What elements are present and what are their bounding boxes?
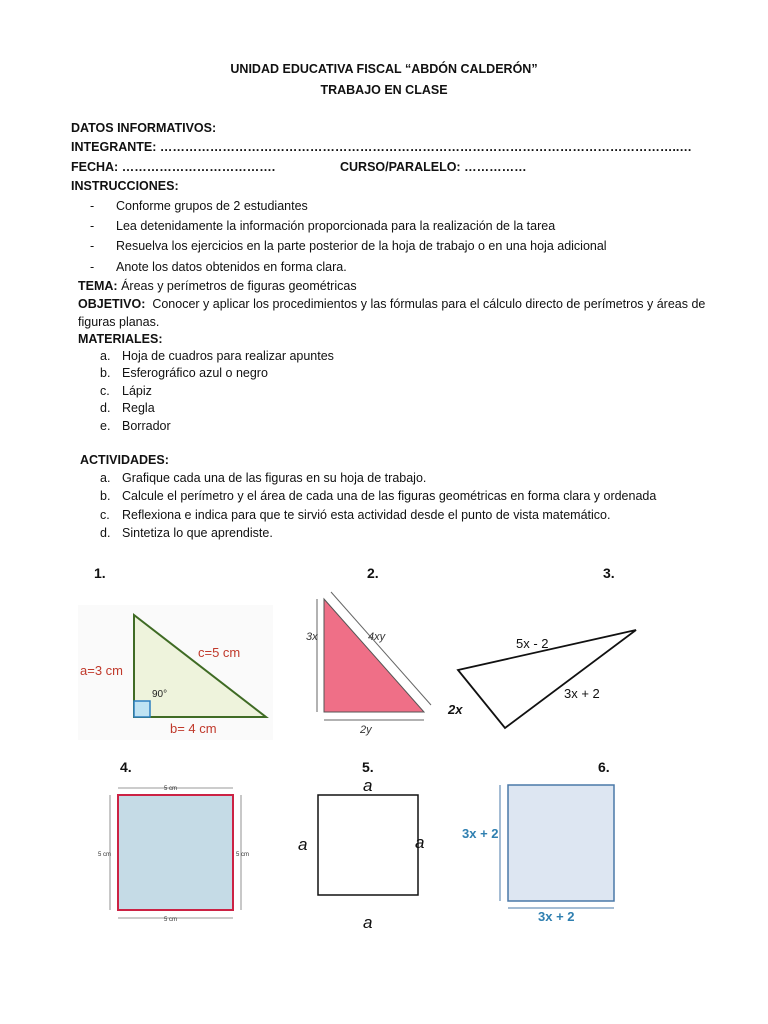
curso-field: CURSO/PARALELO: ……………	[340, 160, 527, 174]
fig4-top-label: 5 cm	[164, 786, 178, 792]
document-subtitle: TRABAJO EN CLASE	[320, 83, 448, 97]
fig2-side-4xy-label: 4xy	[368, 631, 386, 643]
fig5-bottom-label: a	[363, 913, 373, 932]
list-item: c. Lápiz	[100, 384, 152, 398]
figure-6-square	[458, 778, 628, 928]
tema-line: TEMA: Áreas y perímetros de figuras geométricas	[78, 279, 357, 293]
fig5-left-label: a	[298, 835, 308, 854]
fig4-bottom-label: 5 cm	[164, 917, 178, 923]
fig1-side-b-label: b= 4 cm	[170, 721, 217, 736]
fig1-side-a-label: a=3 cm	[80, 663, 123, 678]
figure-4-square	[98, 780, 258, 930]
list-item: a. Grafique cada una de las figuras en su hoja de trabajo.	[100, 471, 427, 485]
figure-3-scalene-triangle	[440, 618, 645, 733]
list-item: - Resuelva los ejercicios en la parte posterior de la hoja de trabajo o en una hoja adicional	[90, 239, 607, 253]
right-angle-marker	[134, 701, 150, 717]
list-item: e. Borrador	[100, 419, 171, 433]
list-item: - Anote los datos obtenidos en forma clara.	[90, 260, 347, 274]
actividades-heading: ACTIVIDADES:	[80, 453, 169, 467]
fig2-side-3x-label: 3x	[306, 631, 318, 643]
objetivo-line: OBJETIVO: Conocer y aplicar los procedimientos y las fórmulas para el cálculo directo de perímetros y áreas de	[78, 297, 706, 311]
list-item: b. Esferográfico azul o negro	[100, 366, 268, 380]
fig2-side-2y-label: 2y	[360, 724, 372, 736]
figure-number-4: 4.	[120, 759, 132, 775]
figure-1-right-triangle	[78, 605, 273, 740]
figure-number-6: 6.	[598, 759, 610, 775]
fig3-right-label: 3x + 2	[564, 686, 600, 701]
list-item: a. Hoja de cuadros para realizar apuntes	[100, 349, 334, 363]
fig6-left-label: 3x + 2	[462, 826, 499, 841]
fig1-side-c-label: c=5 cm	[198, 645, 241, 660]
fig5-top-label: a	[363, 776, 373, 795]
fig3-top-label: 5x - 2	[516, 636, 549, 651]
fig3-left-label: 2x	[448, 702, 463, 717]
figure-2-triangle-shape	[324, 599, 424, 712]
objetivo-line-2: figuras planas.	[78, 315, 160, 329]
list-item: b. Calcule el perímetro y el área de cada una de las figuras geométricas en forma clara y ordenada	[100, 489, 657, 503]
list-item: c. Reflexiona e indica para que te sirvió esta actividad desde el punto de vista matemático.	[100, 508, 611, 522]
materiales-heading: MATERIALES:	[78, 332, 163, 346]
integrante-field: INTEGRANTE: ……………………………………………………………………………………………………………..…	[71, 140, 692, 154]
figure-number-5: 5.	[362, 759, 374, 775]
list-item: - Conforme grupos de 2 estudiantes	[90, 199, 308, 213]
figure-4-square-shape	[118, 795, 233, 910]
figure-5-square-shape	[318, 795, 418, 895]
list-item: d. Regla	[100, 401, 155, 415]
school-title: UNIDAD EDUCATIVA FISCAL “ABDÓN CALDERÓN”	[230, 62, 538, 76]
figure-5-square	[292, 775, 442, 935]
figure-number-3: 3.	[603, 565, 615, 581]
datos-heading: DATOS INFORMATIVOS:	[71, 121, 217, 135]
figure-6-square-shape	[508, 785, 614, 901]
fig4-right-label: 5 cm	[236, 852, 250, 858]
list-item: d. Sintetiza lo que aprendiste.	[100, 526, 273, 540]
figure-number-1: 1.	[94, 565, 106, 581]
fig1-angle-label: 90°	[152, 689, 168, 700]
fig6-bottom-label: 3x + 2	[538, 909, 575, 924]
list-item: - Lea detenidamente la información proporcionada para la realización de la tarea	[90, 219, 556, 233]
fig4-left-label: 5 cm	[98, 852, 112, 858]
figure-number-2: 2.	[367, 565, 379, 581]
fecha-field: FECHA: ……………………………….	[71, 160, 276, 174]
instrucciones-heading: INSTRUCCIONES:	[71, 179, 179, 193]
fig5-right-label: a	[415, 833, 425, 852]
figure-2-right-triangle	[300, 583, 445, 738]
